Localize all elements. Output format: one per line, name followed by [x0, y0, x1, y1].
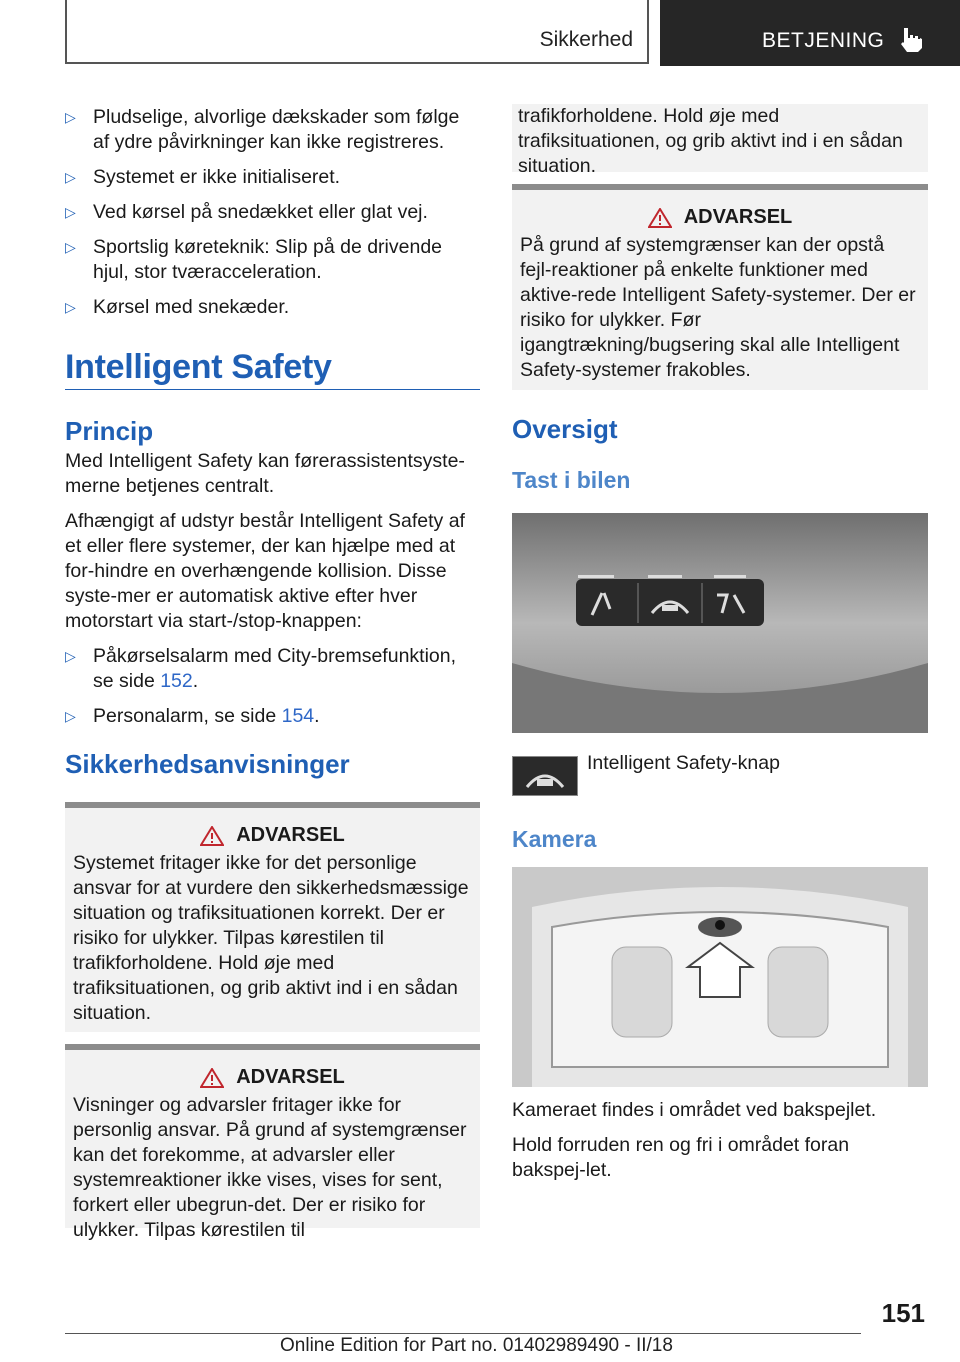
warning-text: På grund af systemgrænser kan der opstå fejl‐reaktioner på enkelte funktioner med aktive‐rede Intelligent Safety-systemer. Der er risiko for ulykker. Før igangtrækning/bugsering skal alle Intelligent Safety-systemer frakobles.: [520, 234, 916, 381]
triangle-bullet-icon: ▷: [65, 648, 76, 664]
continued-warning: [512, 104, 928, 177]
safety-heading: Sikkerhedsanvisninger: [65, 749, 350, 779]
limits-list: [65, 105, 480, 320]
warning-box-2: [65, 1044, 480, 1241]
list-item: ▷ Påkørselsalarm med City-bremsefunktion, se side 152.: [65, 645, 457, 692]
right-column: [512, 104, 928, 494]
warning-title: ADVARSEL: [236, 1066, 345, 1088]
title-rule: [65, 389, 480, 390]
camera-heading: Kamera: [512, 826, 597, 852]
triangle-bullet-icon: ▷: [65, 239, 76, 255]
list-item: ▷ Systemet er ikke initialiseret.: [65, 166, 341, 188]
princip-paragraph-2: Afhængigt af udstyr består Intelligent Safety af et eller flere systemer, der kan hjælpe med at for‐hindre en overhængende kollision. Disse syste‐mer er automatisk aktive efter hver motorstart via start-/stop-knappen:: [65, 510, 465, 632]
header-chapter-title: BETJENING: [762, 29, 885, 52]
page-link-152[interactable]: 152: [160, 670, 193, 692]
warning-title: ADVARSEL: [683, 206, 793, 228]
warning-text: Systemet fritager ikke for det personlige ansvar for at vurdere den sikkerhedsmæssige situation og trafiksituationen korrekt. Der er risiko for ulykker. Tilpas kørestilen til trafikforholdene. Hold øje med trafiksituationen, og grib aktivt ind i en sådan situation.: [73, 852, 469, 1024]
camera-image: [512, 867, 928, 1087]
page-title: Intelligent Safety: [65, 348, 332, 386]
left-column: [65, 105, 480, 1241]
princip-paragraph-1: Med Intelligent Safety kan førerassistentsyste‐merne betjenes centralt.: [65, 450, 465, 497]
overview-heading: Oversigt: [512, 414, 618, 444]
warning-text-continued: trafikforholdene. Hold øje med trafiksituationen, og grib aktivt ind i en sådan situation.: [518, 105, 903, 177]
header-section-title: Sikkerhed: [539, 28, 633, 51]
list-item: ▷ Pludselige, alvorlige dækskader som følge af ydre påvirkninger kan ikke registreres.: [65, 106, 460, 153]
warning-title: ADVARSEL: [236, 824, 345, 846]
triangle-bullet-icon: ▷: [65, 109, 76, 125]
footer-rule: [65, 1333, 861, 1334]
footer-edition: Online Edition for Part no. 01402989490 - II/18: [280, 1335, 673, 1356]
warning-triangle-icon: [200, 1068, 224, 1088]
warning-triangle-icon: [648, 208, 672, 228]
button-panel-image: [512, 513, 928, 733]
header-chapter-box: [660, 0, 960, 66]
list-item: ▷ Kørsel med snekæder.: [65, 296, 290, 318]
header-section-box: [65, 0, 649, 64]
warning-box-1: [65, 802, 480, 1032]
page-link-154[interactable]: 154: [281, 705, 315, 727]
warning-box-3: [512, 184, 928, 390]
triangle-bullet-icon: ▷: [65, 169, 76, 185]
page-number: 151: [881, 1298, 925, 1328]
camera-text: [512, 1098, 928, 1193]
triangle-bullet-icon: ▷: [65, 708, 76, 724]
list-item: ▷ Personalarm, se side 154.: [65, 705, 320, 727]
princip-heading: Princip: [65, 416, 154, 446]
intelligent-safety-button-icon: [512, 756, 578, 796]
warning-text: Visninger og advarsler fritager ikke for personlig ansvar. På grund af systemgrænser kan det forekomme, at advarsler eller systemreaktioner ikke vises, vises for sent, forkert eller ubegrun‐det. Der er risiko for ulykker. Tilpas kørestilen til: [73, 1094, 467, 1241]
camera-paragraph-1: Kameraet findes i området ved bakspejlet.: [512, 1099, 877, 1121]
button-caption: Intelligent Safety-knap: [587, 752, 780, 774]
list-item: ▷ Ved kørsel på snedækket eller glat vej.: [65, 201, 428, 223]
warning-triangle-icon: [200, 826, 224, 846]
button-heading: Tast i bilen: [512, 467, 631, 493]
triangle-bullet-icon: ▷: [65, 299, 76, 315]
hand-pointer-icon: [896, 24, 926, 54]
list-item: ▷ Sportslig køreteknik: Slip på de drivende hjul, stor tværacceleration.: [65, 236, 443, 283]
triangle-bullet-icon: ▷: [65, 204, 76, 220]
camera-paragraph-2: Hold forruden ren og fri i området foran bakspej‐let.: [512, 1134, 850, 1181]
